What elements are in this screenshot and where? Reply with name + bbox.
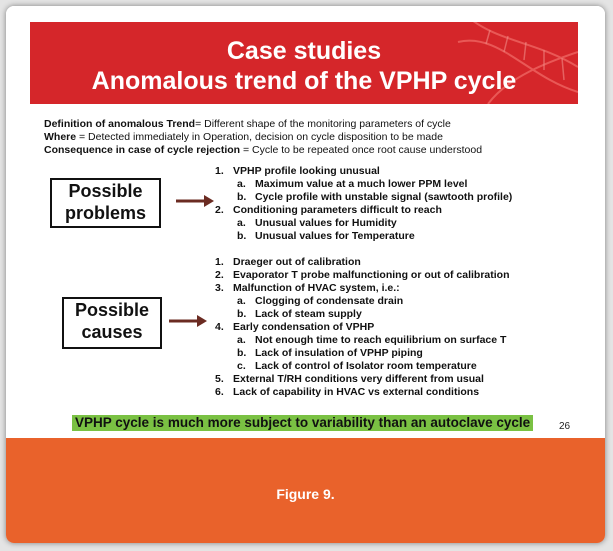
item-text: Lack of steam supply: [255, 308, 362, 320]
item-text: Unusual values for Temperature: [255, 230, 415, 242]
item-text: Malfunction of HVAC system, i.e.:: [233, 282, 400, 294]
possible-problems-box: [50, 178, 161, 228]
definitions: [44, 118, 584, 157]
list-item: [215, 165, 595, 178]
list-item: [215, 230, 595, 243]
definition-line: [44, 144, 584, 157]
item-number: 6.: [215, 386, 224, 398]
list-item: [215, 347, 595, 360]
definition-label: Consequence in case of cycle rejection: [44, 144, 241, 156]
item-text: Cycle profile with unstable signal (sawtooth profile): [255, 191, 513, 203]
slide-title: Case studies: [226, 37, 382, 65]
item-number: 3.: [215, 282, 224, 294]
item-text: Unusual values for Humidity: [255, 217, 397, 229]
item-number: a.: [237, 178, 246, 190]
item-text: Lack of insulation of VPHP piping: [255, 347, 423, 359]
definition-text: = Cycle to be repeated once root cause understood: [240, 144, 483, 156]
definition-text: = Detected immediately in Operation, decision on cycle disposition to be made: [76, 131, 443, 143]
item-number: a.: [237, 334, 246, 346]
item-text: Not enough time to reach equilibrium on surface T: [255, 334, 507, 346]
item-number: b.: [237, 347, 247, 359]
slide: [6, 6, 605, 438]
list-item: [215, 373, 595, 386]
box-label: Possible: [68, 181, 143, 201]
arrow-right-icon: [169, 315, 207, 327]
item-number: a.: [237, 295, 246, 307]
item-number: 2.: [215, 204, 224, 216]
item-text: External T/RH conditions very different from usual: [233, 373, 484, 385]
causes-list: [215, 256, 595, 399]
item-text: Clogging of condensate drain: [255, 295, 404, 307]
list-item: [215, 360, 595, 373]
highlight-statement: VPHP cycle is much more subject to variability than an autoclave cycle: [72, 415, 533, 431]
list-item: [215, 386, 595, 399]
definition-text: = Different shape of the monitoring parameters of cycle: [195, 118, 451, 130]
item-number: 2.: [215, 269, 224, 281]
problems-list: [215, 165, 595, 243]
list-item: [215, 191, 595, 204]
definition-line: [44, 131, 584, 144]
item-number: 5.: [215, 373, 224, 385]
caption-bar: [6, 438, 605, 543]
title-banner: [30, 22, 578, 104]
item-number: b.: [237, 308, 247, 320]
item-text: VPHP profile looking unusual: [233, 165, 380, 177]
item-number: 1.: [215, 256, 224, 268]
list-item: [215, 308, 595, 321]
slide-subtitle: Anomalous trend of the VPHP cycle: [91, 67, 517, 95]
list-item: [215, 269, 595, 282]
figure-caption: Figure 9.: [276, 486, 335, 502]
possible-causes-box: [62, 297, 162, 349]
page-number: 26: [559, 421, 571, 432]
item-text: Lack of control of Isolator room temperature: [255, 360, 477, 372]
list-item: [215, 321, 595, 334]
item-text: Draeger out of calibration: [233, 256, 361, 268]
definition-label: Definition of anomalous Trend: [44, 118, 196, 130]
item-number: b.: [237, 230, 247, 242]
item-number: 4.: [215, 321, 224, 333]
item-text: Early condensation of VPHP: [233, 321, 375, 333]
definition-line: [44, 118, 584, 131]
list-item: [215, 334, 595, 347]
list-item: [215, 295, 595, 308]
item-text: Lack of capability in HVAC vs external conditions: [233, 386, 480, 398]
list-item: [215, 256, 595, 269]
box-label: problems: [64, 203, 147, 223]
item-number: 1.: [215, 165, 224, 177]
item-number: a.: [237, 217, 246, 229]
list-item: [215, 282, 595, 295]
list-item: [215, 204, 595, 217]
definition-label: Where: [44, 131, 77, 143]
figure-frame: [6, 6, 605, 543]
box-label: causes: [81, 322, 143, 342]
box-label: Possible: [74, 300, 150, 320]
item-number: b.: [237, 191, 247, 203]
arrow-right-icon: [176, 195, 214, 207]
item-number: c.: [237, 360, 246, 372]
list-item: [215, 217, 595, 230]
list-item: [215, 178, 595, 191]
item-text: Evaporator T probe malfunctioning or out of calibration: [233, 269, 510, 281]
item-text: Conditioning parameters difficult to reach: [233, 204, 442, 216]
item-text: Maximum value at a much lower PPM level: [255, 178, 468, 190]
